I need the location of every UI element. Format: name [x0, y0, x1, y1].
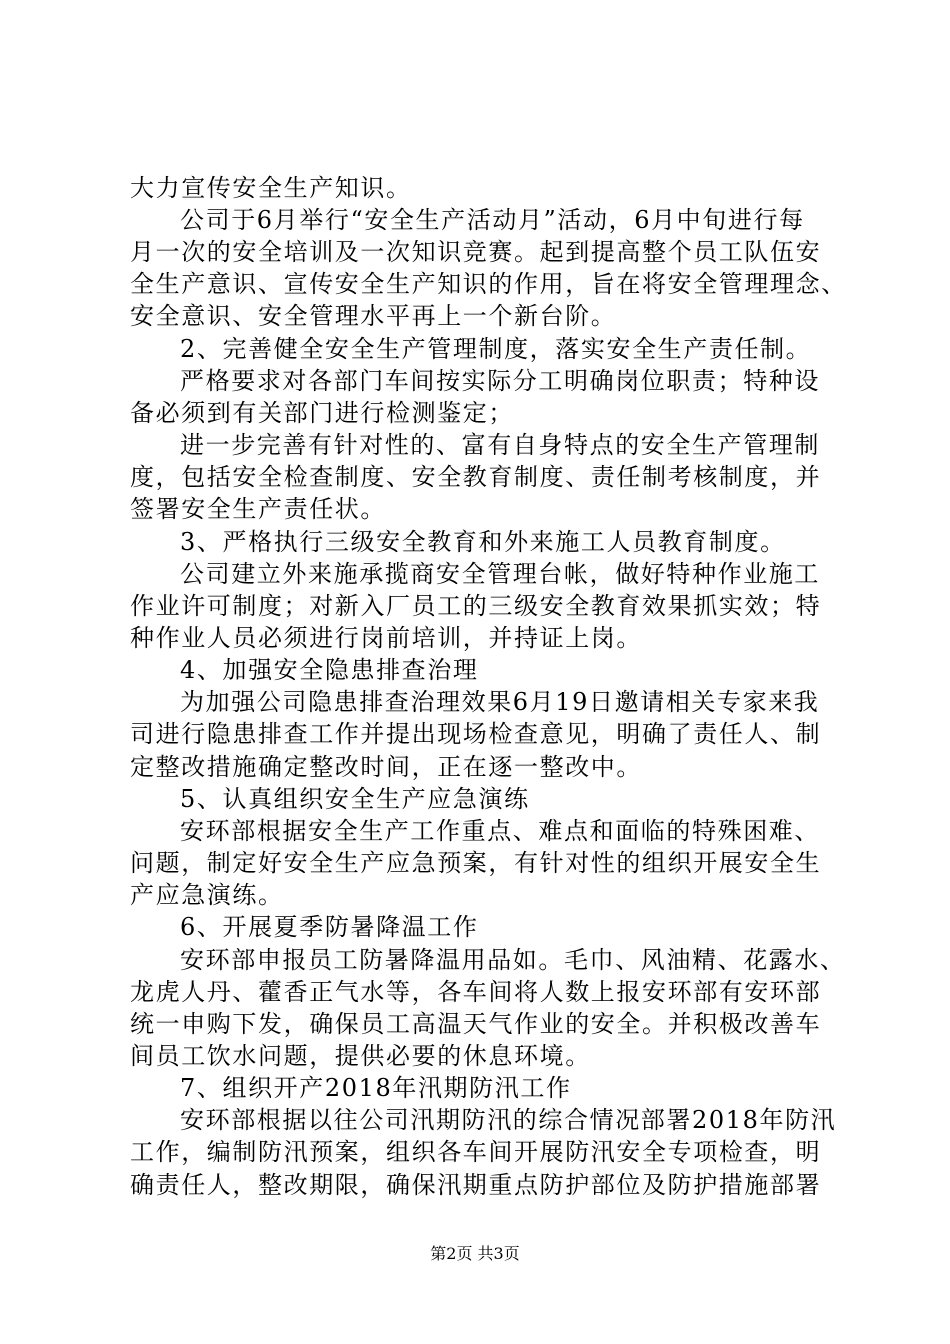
body-line: 作业许可制度；对新入厂员工的三级安全教育效果抓实效；特 [130, 592, 822, 620]
body-line: 签署安全生产责任状。 [130, 495, 386, 523]
body-line: 安环部根据安全生产工作重点、难点和面临的特殊困难、 [180, 817, 820, 845]
section-heading: 7、组织开产2018年汛期防汛工作 [180, 1074, 572, 1102]
body-line: 进一步完善有针对性的、富有自身特点的安全生产管理制 [180, 431, 820, 459]
body-line: 安环部申报员工防暑降温用品如。毛巾、风油精、花露水、 [180, 946, 846, 974]
body-line: 安环部根据以往公司汛期防汛的综合情况部署2018年防汛 [180, 1106, 837, 1134]
body-line: 安全意识、安全管理水平再上一个新台阶。 [130, 302, 617, 330]
body-line: 龙虎人丹、藿香正气水等，各车间将人数上报安环部有安环部 [130, 978, 822, 1006]
section-heading: 6、开展夏季防暑降温工作 [180, 913, 479, 941]
body-line: 为加强公司隐患排查治理效果6月19日邀请相关专家来我 [180, 688, 820, 716]
body-line: 种作业人员必须进行岗前培训，并持证上岗。 [130, 624, 642, 652]
body-line: 月一次的安全培训及一次知识竞赛。起到提高整个员工队伍安 [130, 238, 822, 266]
body-line: 工作，编制防汛预案，组织各车间开展防汛安全专项检查，明 [130, 1138, 822, 1166]
body-line: 大力宣传安全生产知识。 [130, 174, 412, 202]
section-heading: 5、认真组织安全生产应急演练 [180, 785, 530, 813]
body-line: 产应急演练。 [130, 881, 284, 909]
body-line: 度，包括安全检查制度、安全教育制度、责任制考核制度，并 [130, 463, 822, 491]
body-line: 统一申购下发，确保员工高温天气作业的安全。并积极改善车 [130, 1010, 822, 1038]
section-heading: 4、加强安全隐患排查治理 [180, 656, 479, 684]
body-line: 公司建立外来施承揽商安全管理台帐，做好特种作业施工 [180, 560, 820, 588]
body-line: 备必须到有关部门进行检测鉴定； [130, 399, 514, 427]
body-line: 定整改措施确定整改时间，正在逐一整改中。 [130, 753, 642, 781]
body-line: 司进行隐患排查工作并提出现场检查意见，明确了责任人、制 [130, 720, 822, 748]
section-heading: 2、完善健全安全生产管理制度，落实安全生产责任制。 [180, 335, 812, 363]
body-line: 公司于6月举行“安全生产活动月”活动，6月中旬进行每 [180, 206, 805, 234]
body-line: 严格要求对各部门车间按实际分工明确岗位职责；特种设 [180, 367, 820, 395]
body-line: 全生产意识、宣传安全生产知识的作用，旨在将安全管理理念、 [130, 270, 847, 298]
section-heading: 3、严格执行三级安全教育和外来施工人员教育制度。 [180, 528, 786, 556]
body-line: 间员工饮水问题，提供必要的休息环境。 [130, 1042, 591, 1070]
page-number-footer: 第2页 共3页 [430, 1244, 520, 1263]
body-line: 确责任人，整改期限，确保汛期重点防护部位及防护措施部署 [130, 1171, 822, 1199]
body-line: 问题，制定好安全生产应急预案，有针对性的组织开展安全生 [130, 849, 822, 877]
